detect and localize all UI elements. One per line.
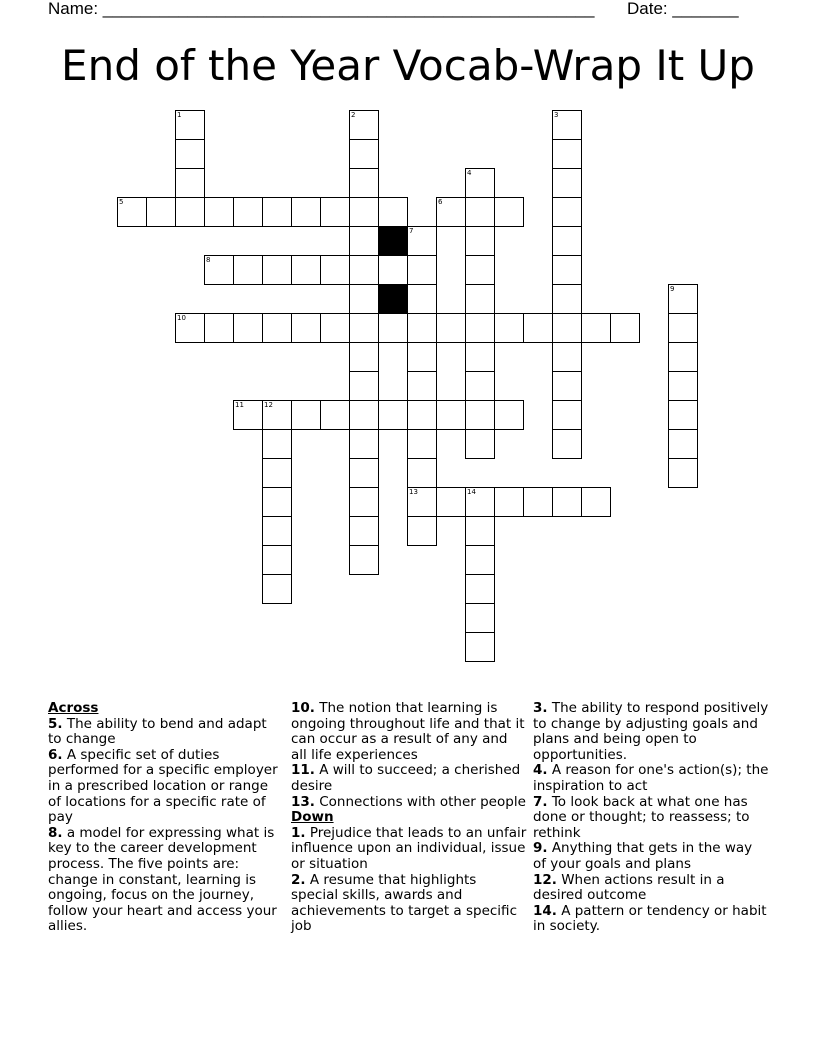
clue-number: 12. [533,871,557,888]
grid-cell[interactable] [233,197,263,227]
grid-cell[interactable] [349,342,379,372]
grid-cell[interactable] [494,400,524,430]
grid-cell[interactable] [117,197,147,227]
grid-cell[interactable] [552,255,582,285]
grid-cell[interactable] [465,313,495,343]
grid-cell[interactable] [465,371,495,401]
clue-text: A specific set of duties performed for a specific employer in a prescribed location or range of locations for a specific rate of pay [48,746,278,826]
clue-down-12 [533,873,769,904]
grid-cell[interactable] [349,226,379,256]
grid-cell[interactable] [291,197,321,227]
grid-cell[interactable] [233,400,263,430]
grid-cell[interactable] [262,313,292,343]
grid-cell[interactable] [552,284,582,314]
grid-cell[interactable] [320,313,350,343]
grid-cell[interactable] [204,197,234,227]
grid-cell[interactable] [175,139,205,169]
grid-cell[interactable] [465,284,495,314]
grid-cell[interactable] [552,313,582,343]
across-heading: Across [48,700,99,716]
clue-text: a model for expressing what is key to the career development process. The five points are: change in constant, learning is ongoing, focus on the journey, follow your heart and access your allies. [48,824,277,935]
grid-cell[interactable] [349,255,379,285]
grid-cell[interactable] [407,487,437,517]
grid-cell[interactable] [175,197,205,227]
grid-cell[interactable] [465,516,495,546]
clue-across-13 [291,795,527,811]
grid-cell[interactable] [262,255,292,285]
cell-number: 10 [177,314,186,322]
cell-number: 14 [467,488,476,496]
grid-cell[interactable] [465,255,495,285]
cell-number: 1 [177,111,182,119]
clue-across-8 [48,826,284,935]
grid-cell[interactable] [349,516,379,546]
grid-cell[interactable] [320,400,350,430]
grid-cell[interactable] [494,197,524,227]
grid-cell[interactable] [552,487,582,517]
grid-cell[interactable] [262,516,292,546]
grid-cell[interactable] [494,487,524,517]
grid-cell[interactable] [668,342,698,372]
clue-across-5 [48,717,284,748]
grid-cell[interactable] [668,313,698,343]
grid-cell[interactable] [436,313,466,343]
grid-cell[interactable] [552,168,582,198]
black-square [378,226,408,256]
clue-number: 4. [533,762,548,779]
clue-down-7 [533,795,769,842]
grid-cell[interactable] [407,313,437,343]
grid-cell[interactable] [349,400,379,430]
cell-number: 9 [670,285,675,293]
grid-cell[interactable] [349,487,379,517]
grid-cell[interactable] [204,255,234,285]
clue-number: 14. [533,902,557,919]
grid-cell[interactable] [349,168,379,198]
grid-cell[interactable] [146,197,176,227]
grid-cell[interactable] [378,313,408,343]
grid-cell[interactable] [552,342,582,372]
grid-cell[interactable] [349,197,379,227]
grid-cell[interactable] [262,574,292,604]
clue-number: 3. [533,700,548,716]
clue-text: A will to succeed; a cherished desire [291,762,521,794]
grid-cell[interactable] [668,458,698,488]
clue-text: A resume that highlights special skills, awards and achievements to target a specific job [291,871,517,935]
clues-column-3 [533,701,769,935]
clue-across-10 [291,701,527,763]
clue-number: 11. [291,762,315,779]
grid-cell[interactable] [465,487,495,517]
cell-number: 3 [554,111,559,119]
cell-number: 5 [119,198,124,206]
grid-cell[interactable] [262,545,292,575]
grid-cell[interactable] [378,255,408,285]
cell-number: 12 [264,401,273,409]
grid-cell[interactable] [552,226,582,256]
grid-cell[interactable] [349,545,379,575]
grid-cell[interactable] [407,400,437,430]
clue-number: 6. [48,746,63,763]
grid-cell[interactable] [436,487,466,517]
clues-column-2 [291,701,527,935]
clue-number: 2. [291,871,306,888]
grid-cell[interactable] [465,574,495,604]
clue-down-4 [533,763,769,794]
clue-across-11 [291,763,527,794]
clue-down-2 [291,873,527,935]
clue-text: The ability to bend and adapt to change [48,715,267,748]
grid-cell[interactable] [349,139,379,169]
grid-cell[interactable] [407,458,437,488]
grid-cell[interactable] [291,313,321,343]
grid-cell[interactable] [175,313,205,343]
clue-text: When actions result in a desired outcome [533,871,725,904]
grid-cell[interactable] [349,429,379,459]
grid-cell[interactable] [407,284,437,314]
clue-text: Prejudice that leads to an unfair influence upon an individual, issue or situation [291,824,527,872]
grid-cell[interactable] [552,429,582,459]
grid-cell[interactable] [552,197,582,227]
grid-cell[interactable] [378,400,408,430]
grid-cell[interactable] [552,110,582,140]
clue-down-9 [533,841,769,872]
grid-cell[interactable] [262,458,292,488]
grid-cell[interactable] [262,400,292,430]
cell-number: 7 [409,227,414,235]
grid-cell[interactable] [581,487,611,517]
clue-text: The notion that learning is ongoing throughout life and that it can occur as a result of any and all life experiences [291,700,525,763]
clue-number: 13. [291,793,315,810]
grid-cell[interactable] [320,197,350,227]
clue-text: A pattern or tendency or habit in society. [533,902,767,935]
grid-cell[interactable] [465,400,495,430]
puzzle-title: End of the Year Vocab-Wrap It Up [61,41,755,90]
cell-number: 8 [206,256,211,264]
grid-cell[interactable] [465,168,495,198]
grid-cell[interactable] [175,110,205,140]
down-heading: Down [291,809,334,826]
grid-cell[interactable] [262,429,292,459]
clue-text: Anything that gets in the way of your goals and plans [533,840,753,872]
grid-cell[interactable] [233,313,263,343]
cell-number: 4 [467,169,472,177]
grid-cell[interactable] [204,313,234,343]
grid-cell[interactable] [407,371,437,401]
grid-cell[interactable] [668,284,698,314]
grid-cell[interactable] [465,197,495,227]
grid-cell[interactable] [407,342,437,372]
grid-cell[interactable] [349,458,379,488]
grid-cell[interactable] [349,313,379,343]
grid-cell[interactable] [465,545,495,575]
grid-cell[interactable] [407,255,437,285]
grid-cell[interactable] [378,197,408,227]
clue-number: 9. [533,840,548,857]
grid-cell[interactable] [349,371,379,401]
cell-number: 2 [351,111,356,119]
grid-cell[interactable] [552,400,582,430]
grid-cell[interactable] [175,168,205,198]
cell-number: 6 [438,198,443,206]
grid-cell[interactable] [552,371,582,401]
clue-text: The ability to respond positively to change by adjusting goals and plans and being open to opportunities. [533,700,769,763]
grid-cell[interactable] [465,603,495,633]
clue-text: A reason for one's action(s); the inspiration to act [533,762,769,794]
date-field-label[interactable]: Date: _______ [627,0,739,18]
grid-cell[interactable] [349,284,379,314]
grid-cell[interactable] [262,197,292,227]
clue-text: To look back at what one has done or thought; to reassess; to rethink [533,793,750,841]
grid-cell[interactable] [233,255,263,285]
clue-number: 8. [48,824,63,841]
clue-number: 10. [291,700,315,716]
grid-cell[interactable] [291,400,321,430]
grid-cell[interactable] [523,313,553,343]
grid-cell[interactable] [668,429,698,459]
name-field-label[interactable]: Name: ____________________________________________________ [48,0,595,18]
clue-number: 1. [291,824,306,841]
grid-cell[interactable] [262,487,292,517]
grid-cell[interactable] [465,429,495,459]
grid-cell[interactable] [465,226,495,256]
grid-cell[interactable] [320,255,350,285]
cell-number: 11 [235,401,244,409]
grid-cell[interactable] [436,400,466,430]
grid-cell[interactable] [668,400,698,430]
clue-text: Connections with other people [314,793,526,810]
clue-down-3 [533,701,769,763]
grid-cell[interactable] [581,313,611,343]
black-square [378,284,408,314]
grid-cell[interactable] [436,197,466,227]
grid-cell[interactable] [610,313,640,343]
grid-cell[interactable] [407,516,437,546]
grid-cell[interactable] [668,371,698,401]
grid-cell[interactable] [407,226,437,256]
grid-cell[interactable] [523,487,553,517]
grid-cell[interactable] [465,632,495,662]
clue-down-1 [291,826,527,873]
cell-number: 13 [409,488,418,496]
grid-cell[interactable] [291,255,321,285]
grid-cell[interactable] [465,342,495,372]
grid-cell[interactable] [407,429,437,459]
clues-column-1 [48,701,284,935]
clue-number: 5. [48,715,63,732]
grid-cell[interactable] [349,110,379,140]
clue-number: 7. [533,793,548,810]
clue-across-6 [48,748,284,826]
grid-cell[interactable] [552,139,582,169]
clue-down-14 [533,904,769,935]
grid-cell[interactable] [494,313,524,343]
